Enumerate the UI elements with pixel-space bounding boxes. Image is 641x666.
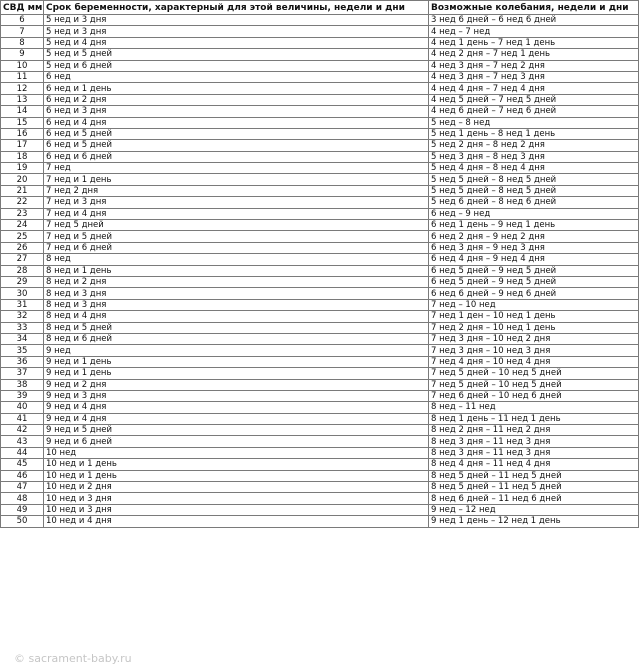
cell-term: 10 нед и 1 день — [44, 470, 429, 481]
cell-svd: 50 — [1, 516, 44, 527]
cell-svd: 36 — [1, 356, 44, 367]
table-row — [1, 174, 639, 185]
cell-svd: 25 — [1, 231, 44, 242]
cell-range: 7 нед 6 дней – 10 нед 6 дней — [429, 390, 639, 401]
cell-term: 7 нед и 3 дня — [44, 197, 429, 208]
cell-range: 6 нед 3 дня – 9 нед 3 дня — [429, 242, 639, 253]
cell-range: 7 нед 3 дня – 10 нед 3 дня — [429, 345, 639, 356]
cell-range: 9 нед – 12 нед — [429, 504, 639, 515]
cell-svd: 40 — [1, 402, 44, 413]
cell-svd: 47 — [1, 482, 44, 493]
cell-range: 6 нед 5 дней – 9 нед 5 дней — [429, 276, 639, 287]
cell-svd: 28 — [1, 265, 44, 276]
header-row — [1, 1, 639, 15]
cell-term: 9 нед и 1 день — [44, 356, 429, 367]
table-row — [1, 504, 639, 515]
cell-range: 6 нед 4 дня – 9 нед 4 дня — [429, 254, 639, 265]
cell-range: 4 нед 2 дня – 7 нед 1 день — [429, 49, 639, 60]
table-row — [1, 447, 639, 458]
cell-svd: 30 — [1, 288, 44, 299]
table-row — [1, 37, 639, 48]
cell-range: 4 нед 1 день – 7 нед 1 день — [429, 37, 639, 48]
cell-range: 7 нед 5 дней – 10 нед 5 дней — [429, 379, 639, 390]
cell-svd: 11 — [1, 71, 44, 82]
table-row — [1, 208, 639, 219]
table-row — [1, 345, 639, 356]
cell-range: 4 нед 4 дня – 7 нед 4 дня — [429, 83, 639, 94]
cell-range: 5 нед – 8 нед — [429, 117, 639, 128]
cell-range: 8 нед 2 дня – 11 нед 2 дня — [429, 425, 639, 436]
table-row — [1, 128, 639, 139]
cell-svd: 32 — [1, 311, 44, 322]
cell-term: 8 нед — [44, 254, 429, 265]
table-row — [1, 493, 639, 504]
cell-svd: 38 — [1, 379, 44, 390]
cell-term: 6 нед и 3 дня — [44, 106, 429, 117]
cell-range: 5 нед 2 дня – 8 нед 2 дня — [429, 140, 639, 151]
cell-range: 6 нед 1 день – 9 нед 1 день — [429, 220, 639, 231]
table-row — [1, 140, 639, 151]
table-row — [1, 242, 639, 253]
cell-svd: 9 — [1, 49, 44, 60]
cell-svd: 42 — [1, 425, 44, 436]
cell-term: 7 нед 2 дня — [44, 185, 429, 196]
table-row — [1, 288, 639, 299]
cell-range: 6 нед 2 дня – 9 нед 2 дня — [429, 231, 639, 242]
table-row — [1, 368, 639, 379]
table-row — [1, 356, 639, 367]
cell-svd: 20 — [1, 174, 44, 185]
table-row — [1, 436, 639, 447]
cell-svd: 7 — [1, 26, 44, 37]
cell-term: 10 нед и 3 дня — [44, 504, 429, 515]
cell-range: 7 нед 4 дня – 10 нед 4 дня — [429, 356, 639, 367]
cell-svd: 43 — [1, 436, 44, 447]
cell-term: 7 нед — [44, 163, 429, 174]
cell-range: 8 нед 5 дней – 11 нед 5 дней — [429, 470, 639, 481]
watermark: © sacrament-baby.ru — [14, 652, 132, 665]
cell-svd: 12 — [1, 83, 44, 94]
cell-svd: 46 — [1, 470, 44, 481]
cell-term: 7 нед и 6 дней — [44, 242, 429, 253]
cell-svd: 16 — [1, 128, 44, 139]
cell-svd: 33 — [1, 322, 44, 333]
cell-svd: 18 — [1, 151, 44, 162]
cell-term: 10 нед и 4 дня — [44, 516, 429, 527]
cell-term: 8 нед и 4 дня — [44, 311, 429, 322]
cell-term: 6 нед и 2 дня — [44, 94, 429, 105]
cell-range: 5 нед 3 дня – 8 нед 3 дня — [429, 151, 639, 162]
cell-range: 7 нед – 10 нед — [429, 299, 639, 310]
cell-svd: 26 — [1, 242, 44, 253]
table-row — [1, 106, 639, 117]
cell-term: 9 нед и 6 дней — [44, 436, 429, 447]
table-row — [1, 311, 639, 322]
table-row — [1, 390, 639, 401]
table-row — [1, 459, 639, 470]
cell-term: 9 нед и 1 день — [44, 368, 429, 379]
table-row — [1, 185, 639, 196]
cell-term: 6 нед и 5 дней — [44, 128, 429, 139]
cell-range: 8 нед 4 дня – 11 нед 4 дня — [429, 459, 639, 470]
cell-term: 8 нед и 1 день — [44, 265, 429, 276]
cell-range: 7 нед 3 дня – 10 нед 2 дня — [429, 333, 639, 344]
cell-range: 8 нед 3 дня – 11 нед 3 дня — [429, 447, 639, 458]
table-row — [1, 402, 639, 413]
cell-term: 6 нед и 5 дней — [44, 140, 429, 151]
table-row — [1, 276, 639, 287]
cell-term: 9 нед и 2 дня — [44, 379, 429, 390]
cell-svd: 15 — [1, 117, 44, 128]
cell-range: 5 нед 5 дней – 8 нед 5 дней — [429, 185, 639, 196]
cell-range: 3 нед 6 дней – 6 нед 6 дней — [429, 15, 639, 26]
cell-svd: 22 — [1, 197, 44, 208]
table-row — [1, 151, 639, 162]
cell-term: 10 нед — [44, 447, 429, 458]
cell-svd: 23 — [1, 208, 44, 219]
cell-range: 8 нед 6 дней – 11 нед 6 дней — [429, 493, 639, 504]
cell-svd: 41 — [1, 413, 44, 424]
cell-range: 7 нед 1 ден – 10 нед 1 день — [429, 311, 639, 322]
table-row — [1, 94, 639, 105]
cell-term: 7 нед и 1 день — [44, 174, 429, 185]
cell-svd: 49 — [1, 504, 44, 515]
table-row — [1, 413, 639, 424]
table-row — [1, 470, 639, 481]
cell-term: 5 нед и 3 дня — [44, 26, 429, 37]
cell-range: 5 нед 5 дней – 8 нед 5 дней — [429, 174, 639, 185]
cell-term: 5 нед и 3 дня — [44, 15, 429, 26]
cell-range: 5 нед 1 день – 8 нед 1 день — [429, 128, 639, 139]
cell-term: 9 нед — [44, 345, 429, 356]
cell-range: 6 нед – 9 нед — [429, 208, 639, 219]
table-row — [1, 60, 639, 71]
table-row — [1, 117, 639, 128]
table-row — [1, 482, 639, 493]
cell-range: 5 нед 6 дней – 8 нед 6 дней — [429, 197, 639, 208]
cell-svd: 27 — [1, 254, 44, 265]
cell-term: 7 нед и 4 дня — [44, 208, 429, 219]
cell-range: 4 нед 3 дня – 7 нед 3 дня — [429, 71, 639, 82]
header-svd: СВД мм — [1, 1, 44, 15]
cell-svd: 19 — [1, 163, 44, 174]
cell-svd: 37 — [1, 368, 44, 379]
table-row — [1, 516, 639, 527]
cell-term: 9 нед и 5 дней — [44, 425, 429, 436]
cell-svd: 21 — [1, 185, 44, 196]
cell-svd: 24 — [1, 220, 44, 231]
cell-term: 8 нед и 3 дня — [44, 288, 429, 299]
cell-range: 9 нед 1 день – 12 нед 1 день — [429, 516, 639, 527]
cell-term: 10 нед и 1 день — [44, 459, 429, 470]
cell-term: 8 нед и 6 дней — [44, 333, 429, 344]
cell-term: 5 нед и 4 дня — [44, 37, 429, 48]
cell-term: 6 нед и 1 день — [44, 83, 429, 94]
cell-svd: 44 — [1, 447, 44, 458]
table-row — [1, 220, 639, 231]
cell-term: 9 нед и 4 дня — [44, 413, 429, 424]
table-body — [1, 15, 639, 528]
cell-range: 6 нед 5 дней – 9 нед 5 дней — [429, 265, 639, 276]
cell-term: 8 нед и 2 дня — [44, 276, 429, 287]
cell-term: 8 нед и 5 дней — [44, 322, 429, 333]
table-row — [1, 322, 639, 333]
table-row — [1, 49, 639, 60]
cell-term: 5 нед и 6 дней — [44, 60, 429, 71]
table-row — [1, 299, 639, 310]
cell-svd: 10 — [1, 60, 44, 71]
cell-term: 8 нед и 3 дня — [44, 299, 429, 310]
cell-svd: 8 — [1, 37, 44, 48]
table-row — [1, 83, 639, 94]
cell-svd: 31 — [1, 299, 44, 310]
table-row — [1, 15, 639, 26]
cell-svd: 17 — [1, 140, 44, 151]
cell-range: 5 нед 4 дня – 8 нед 4 дня — [429, 163, 639, 174]
table-row — [1, 265, 639, 276]
cell-range: 4 нед – 7 нед — [429, 26, 639, 37]
table-row — [1, 379, 639, 390]
cell-term: 10 нед и 3 дня — [44, 493, 429, 504]
cell-range: 7 нед 2 дня – 10 нед 1 день — [429, 322, 639, 333]
cell-term: 7 нед и 5 дней — [44, 231, 429, 242]
cell-svd: 13 — [1, 94, 44, 105]
cell-range: 8 нед 3 дня – 11 нед 3 дня — [429, 436, 639, 447]
cell-svd: 39 — [1, 390, 44, 401]
cell-range: 7 нед 5 дней – 10 нед 5 дней — [429, 368, 639, 379]
cell-svd: 35 — [1, 345, 44, 356]
cell-range: 8 нед 1 день – 11 нед 1 день — [429, 413, 639, 424]
cell-svd: 14 — [1, 106, 44, 117]
table-row — [1, 254, 639, 265]
cell-term: 6 нед и 4 дня — [44, 117, 429, 128]
cell-svd: 29 — [1, 276, 44, 287]
cell-term: 7 нед 5 дней — [44, 220, 429, 231]
cell-svd: 6 — [1, 15, 44, 26]
cell-term: 9 нед и 4 дня — [44, 402, 429, 413]
cell-range: 4 нед 3 дня – 7 нед 2 дня — [429, 60, 639, 71]
table-row — [1, 26, 639, 37]
table-row — [1, 425, 639, 436]
cell-svd: 34 — [1, 333, 44, 344]
table-row — [1, 231, 639, 242]
cell-term: 6 нед и 6 дней — [44, 151, 429, 162]
cell-term: 10 нед и 2 дня — [44, 482, 429, 493]
table-row — [1, 163, 639, 174]
header-range: Возможные колебания, недели и дни — [429, 1, 639, 15]
cell-svd: 45 — [1, 459, 44, 470]
table-row — [1, 333, 639, 344]
cell-range: 4 нед 5 дней – 7 нед 5 дней — [429, 94, 639, 105]
cell-term: 6 нед — [44, 71, 429, 82]
cell-range: 8 нед – 11 нед — [429, 402, 639, 413]
cell-range: 6 нед 6 дней – 9 нед 6 дней — [429, 288, 639, 299]
cell-range: 4 нед 6 дней – 7 нед 6 дней — [429, 106, 639, 117]
table-row — [1, 71, 639, 82]
cell-range: 8 нед 5 дней – 11 нед 5 дней — [429, 482, 639, 493]
cell-term: 9 нед и 3 дня — [44, 390, 429, 401]
cell-svd: 48 — [1, 493, 44, 504]
cell-term: 5 нед и 5 дней — [44, 49, 429, 60]
table-row — [1, 197, 639, 208]
header-term: Срок беременности, характерный для этой величины, недели и дни — [44, 1, 429, 15]
